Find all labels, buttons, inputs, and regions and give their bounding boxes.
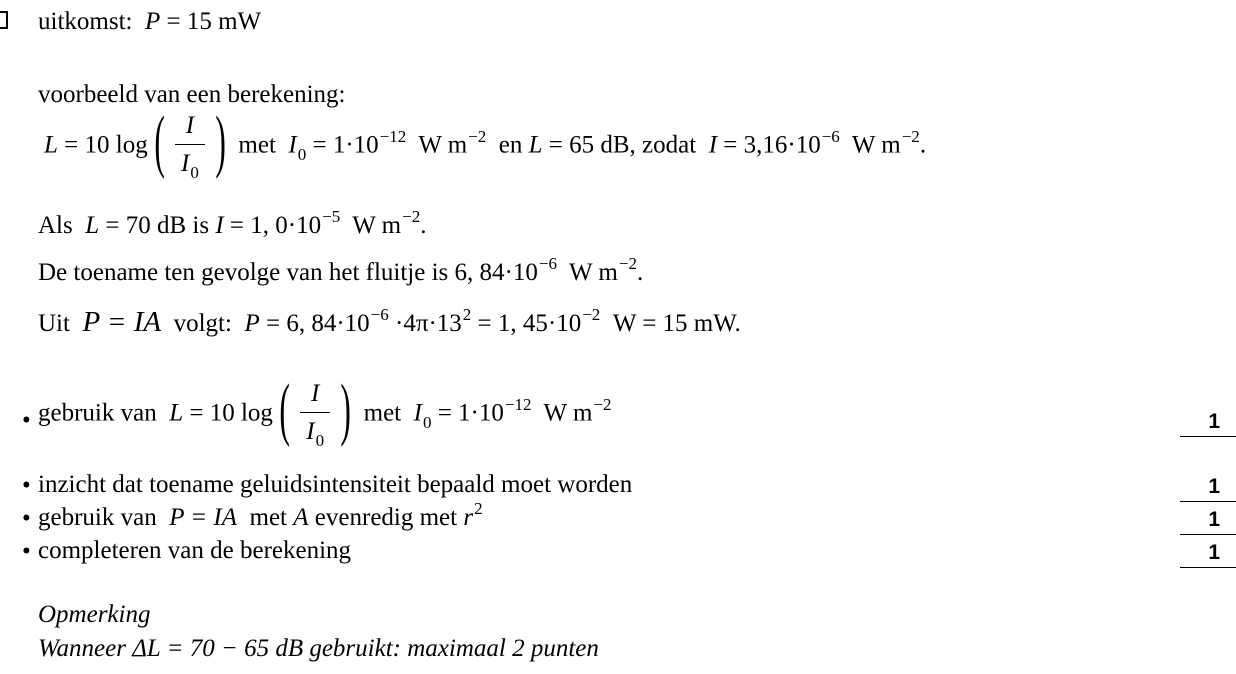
note-heading: Opmerking (38, 601, 151, 628)
formula-line: L = 10 log( $\frac{I}{I_0}$ ) met $I_0 = 1\cdot 10^{-12}$ W $m^{-2}$ en L = 65 dB, zodat $I = 3,16\cdot 10^{-6}$ W $m^{-2}$. (44, 103, 927, 182)
outcome-label: uitkomst: (38, 8, 133, 35)
example-heading: voorbeeld van een berekening: (38, 81, 346, 108)
criterion-4: completeren van de berekening (38, 537, 352, 564)
criterion-bullet: • (22, 538, 31, 565)
score-4: 1 (1180, 542, 1236, 568)
note-text: Wanneer ΔL = 70 − 65 dB gebruikt: maximaal 2 punten (38, 635, 599, 662)
criterion-bullet: • (22, 407, 31, 434)
line-uit: Uit P = IA volgt: P = 6, $84\cdot 10^{-6} \cdot 4\pi\cdot 13^2 = 1$, $45\cdot 10^{-2}$ W = 15 mW. (38, 305, 741, 338)
line-als: Als L = 70 dB is I = 1, $0\cdot 10^{-5}$ W $m^{-2}$. (38, 207, 427, 239)
criterion-bullet: • (22, 472, 31, 499)
line-toename: De toename ten gevolge van het fluitje is 6, $84\cdot 10^{-6}$ W $m^{-2}$. (38, 254, 644, 286)
outcome-value: = 15 mW (166, 8, 262, 35)
fraction: $\frac{I}{I_0}$ (300, 381, 330, 444)
fraction: $\frac{I}{I_0}$ (175, 113, 205, 176)
outcome-var: P (144, 8, 161, 35)
criterion-1: gebruik van L = 10 log( $\frac{I}{I_0}$ ) met $I_0 = 1\cdot 10^{-12}$ W $m^{-2}$ (38, 371, 612, 450)
criterion-2: inzicht dat toename geluidsintensiteit bepaald moet worden (38, 471, 633, 498)
criterion-bullet: • (22, 505, 31, 532)
score-1: 1 (1180, 411, 1236, 437)
criterion-3: gebruik van P = IA met A evenredig met $r^2$ (38, 499, 483, 531)
checkbox-marker (0, 11, 8, 29)
score-3: 1 (1180, 509, 1236, 535)
outcome-line (38, 9, 261, 34)
score-2: 1 (1180, 476, 1236, 502)
